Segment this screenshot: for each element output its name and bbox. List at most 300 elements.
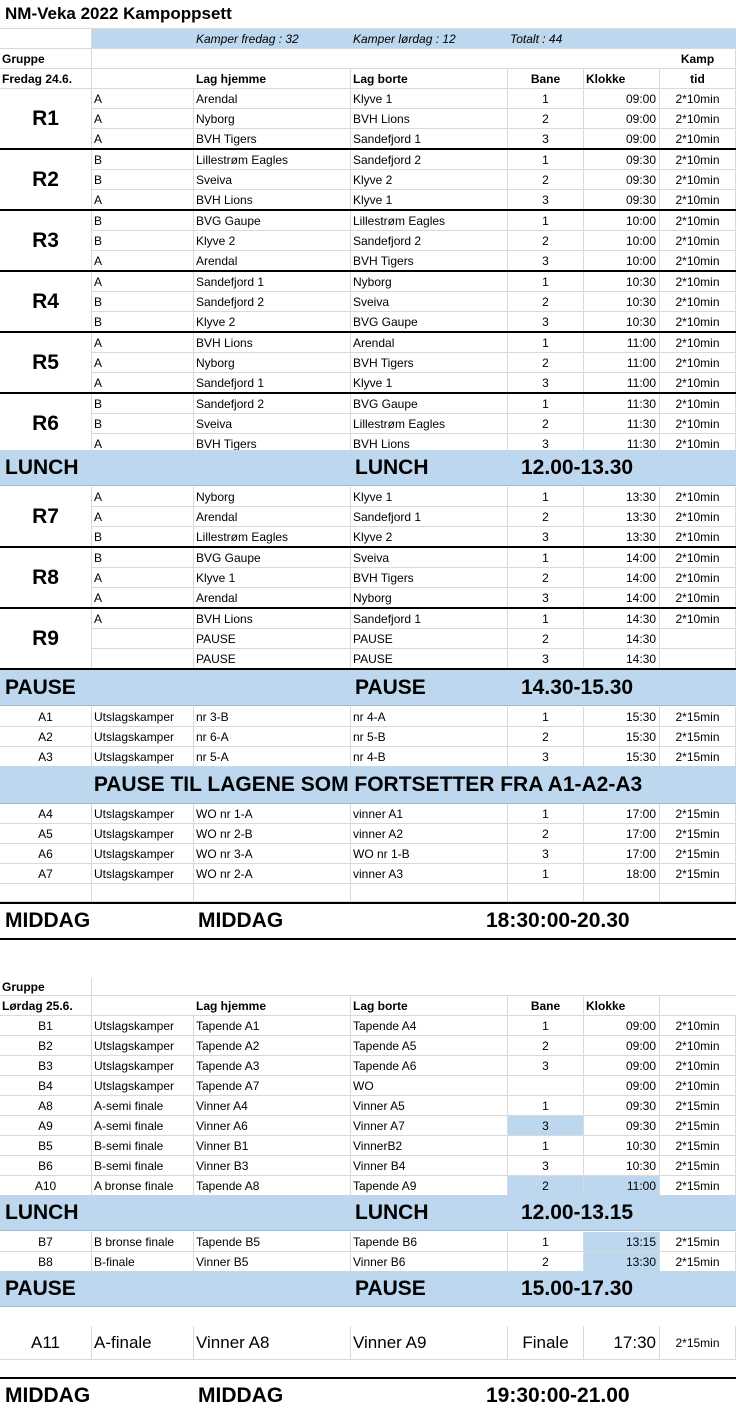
match-length-cell: 2*10min <box>660 89 736 108</box>
round-label: R6 <box>0 394 92 454</box>
match-id-cell: A1 <box>0 707 92 726</box>
home-team-cell: Lillestrøm Eagles <box>194 150 351 169</box>
match-length-cell: 2*10min <box>660 109 736 128</box>
time-cell: 14:30 <box>584 649 660 668</box>
match-row <box>0 804 736 824</box>
away-team-cell: Tapende A9 <box>351 1176 508 1195</box>
match-id-cell: A5 <box>0 824 92 843</box>
home-team-cell: Vinner B5 <box>194 1252 351 1271</box>
away-team-cell: Vinner A5 <box>351 1096 508 1115</box>
header-row-1 <box>0 49 736 69</box>
match-length-cell: 2*10min <box>660 312 736 331</box>
match-row <box>0 231 736 251</box>
away-team-cell: Sandefjord 1 <box>351 129 508 148</box>
match-length-cell: 2*10min <box>660 548 736 567</box>
header-gruppe: Gruppe <box>0 49 92 68</box>
match-length-cell: 2*15min <box>660 1116 736 1135</box>
match-row <box>0 292 736 312</box>
match-row <box>0 1232 736 1252</box>
away-team-cell: PAUSE <box>351 629 508 648</box>
pause-til-band: PAUSE TIL LAGENE SOM FORTSETTER FRA A1-A2-A3 <box>0 766 736 804</box>
match-row <box>0 629 736 649</box>
match-length-cell: 2*15min <box>660 707 736 726</box>
title-row <box>0 0 736 29</box>
home-team-cell: BVG Gaupe <box>194 211 351 230</box>
match-length-cell: 2*10min <box>660 231 736 250</box>
match-id-cell: A10 <box>0 1176 92 1195</box>
bane-cell: 2 <box>508 568 584 587</box>
match-id-cell: A7 <box>0 864 92 883</box>
header-tid: tid <box>660 69 736 88</box>
time-cell: 17:00 <box>584 844 660 863</box>
match-row <box>0 487 736 507</box>
away-team-cell: Klyve 1 <box>351 190 508 209</box>
stage-cell: Utslagskamper <box>92 804 194 823</box>
match-length-cell: 2*10min <box>660 588 736 607</box>
match-length-cell: 2*10min <box>660 487 736 506</box>
match-id-cell: A6 <box>0 844 92 863</box>
header-row-2 <box>0 69 736 89</box>
home-team-cell: Nyborg <box>194 487 351 506</box>
match-row <box>0 373 736 393</box>
match-length-cell: 2*15min <box>660 1176 736 1195</box>
bane-cell: 2 <box>508 727 584 746</box>
home-team-cell: Tapende B5 <box>194 1232 351 1251</box>
time-cell: 11:00 <box>584 333 660 352</box>
match-row <box>0 414 736 434</box>
time-cell: 10:30 <box>584 272 660 291</box>
time-cell: 10:00 <box>584 251 660 270</box>
match-row <box>0 1056 736 1076</box>
group-cell: A <box>92 190 194 209</box>
header-klokke: Klokke <box>584 69 660 88</box>
group-cell: A <box>92 568 194 587</box>
bane-cell: 1 <box>508 804 584 823</box>
match-id-cell: A9 <box>0 1116 92 1135</box>
match-row <box>0 333 736 353</box>
bane-cell: 1 <box>508 89 584 108</box>
away-team-cell: Tapende A4 <box>351 1016 508 1035</box>
group-cell <box>92 649 194 668</box>
header-kamp: Kamp <box>660 49 736 68</box>
bane-cell <box>508 1076 584 1095</box>
round-label: R8 <box>0 548 92 608</box>
bane-cell: 3 <box>508 588 584 607</box>
time-cell: 15:30 <box>584 727 660 746</box>
time-cell: 13:30 <box>584 487 660 506</box>
home-team-cell: Nyborg <box>194 353 351 372</box>
match-row <box>0 864 736 884</box>
away-team-cell: VinnerB2 <box>351 1136 508 1155</box>
bane-cell: 1 <box>508 211 584 230</box>
match-id-cell: A8 <box>0 1096 92 1115</box>
match-length-cell: 2*10min <box>660 190 736 209</box>
bane-cell: 2 <box>508 629 584 648</box>
match-length-cell: 2*10min <box>660 1036 736 1055</box>
match-length-cell: 2*10min <box>660 272 736 291</box>
match-row <box>0 1076 736 1096</box>
bane-cell: 2 <box>508 1176 584 1195</box>
group-cell: B <box>92 292 194 311</box>
group-cell: B <box>92 527 194 546</box>
group-cell: A <box>92 373 194 392</box>
away-team-cell: WO nr 1-B <box>351 844 508 863</box>
match-length-cell: 2*15min <box>660 844 736 863</box>
bane-cell: 3 <box>508 190 584 209</box>
match-row <box>0 1156 736 1176</box>
bane-cell: 1 <box>508 1016 584 1035</box>
match-row <box>0 649 736 669</box>
away-team-cell: vinner A2 <box>351 824 508 843</box>
away-team-cell: BVH Lions <box>351 434 508 453</box>
match-length-cell: 2*10min <box>660 1076 736 1095</box>
home-team-cell: WO nr 2-A <box>194 864 351 883</box>
group-cell: A <box>92 588 194 607</box>
group-cell: B <box>92 231 194 250</box>
time-cell: 14:30 <box>584 609 660 628</box>
bane-cell: 3 <box>508 373 584 392</box>
match-row <box>0 394 736 414</box>
stage-cell: A bronse finale <box>92 1176 194 1195</box>
time-cell: 17:00 <box>584 804 660 823</box>
match-length-cell: 2*15min <box>660 1252 736 1271</box>
away-team-cell: Sandefjord 2 <box>351 150 508 169</box>
round-label: R7 <box>0 487 92 547</box>
home-team-cell: Tapende A8 <box>194 1176 351 1195</box>
bane-cell: 3 <box>508 1116 584 1135</box>
match-row <box>0 109 736 129</box>
bane-cell: 2 <box>508 414 584 433</box>
away-team-cell: Vinner B4 <box>351 1156 508 1175</box>
home-team-cell: Arendal <box>194 507 351 526</box>
bane-cell: 2 <box>508 353 584 372</box>
away-team-cell: PAUSE <box>351 649 508 668</box>
match-row <box>0 150 736 170</box>
group-cell: B <box>92 394 194 413</box>
page-title: NM-Veka 2022 Kampoppsett <box>5 4 232 23</box>
stage-cell: Utslagskamper <box>92 844 194 863</box>
match-id-cell: B7 <box>0 1232 92 1251</box>
match-row <box>0 1252 736 1272</box>
bane-cell: 2 <box>508 824 584 843</box>
home-team-cell: BVH Tigers <box>194 434 351 453</box>
match-length-cell: 2*15min <box>660 1232 736 1251</box>
time-cell: 14:30 <box>584 629 660 648</box>
match-row <box>0 727 736 747</box>
round-label: R3 <box>0 211 92 271</box>
bane-cell: 1 <box>508 333 584 352</box>
match-length-cell: 2*10min <box>660 373 736 392</box>
away-team-cell: BVH Tigers <box>351 251 508 270</box>
bane-cell: 3 <box>508 312 584 331</box>
home-team-cell: BVH Tigers <box>194 129 351 148</box>
away-team-cell: nr 4-B <box>351 747 508 766</box>
round-label: R1 <box>0 89 92 149</box>
round-label: R9 <box>0 609 92 669</box>
time-cell: 17:00 <box>584 824 660 843</box>
home-team-cell: Lillestrøm Eagles <box>194 527 351 546</box>
match-row <box>0 129 736 149</box>
home-team-cell: Klyve 2 <box>194 312 351 331</box>
away-team-cell: BVH Tigers <box>351 353 508 372</box>
stage-cell: B bronse finale <box>92 1232 194 1251</box>
bane-cell: 2 <box>508 292 584 311</box>
away-team-cell: Klyve 1 <box>351 373 508 392</box>
time-cell: 10:00 <box>584 231 660 250</box>
time-cell: 09:30 <box>584 190 660 209</box>
match-length-cell: 2*15min <box>660 1156 736 1175</box>
match-length-cell: 2*15min <box>660 804 736 823</box>
time-cell: 09:30 <box>584 170 660 189</box>
time-cell: 11:00 <box>584 353 660 372</box>
round-label: R2 <box>0 150 92 210</box>
header-gruppe-lordag: Gruppe <box>0 978 92 995</box>
match-row <box>0 353 736 373</box>
bane-cell: 3 <box>508 1056 584 1075</box>
home-team-cell: Tapende A1 <box>194 1016 351 1035</box>
bane-cell: 3 <box>508 649 584 668</box>
away-team-cell: Tapende A5 <box>351 1036 508 1055</box>
match-id-cell: B2 <box>0 1036 92 1055</box>
time-cell: 09:00 <box>584 1016 660 1035</box>
match-id-cell: B3 <box>0 1056 92 1075</box>
match-id-cell: A3 <box>0 747 92 766</box>
bane-cell: 2 <box>508 1252 584 1271</box>
away-team-cell: BVH Lions <box>351 109 508 128</box>
match-row <box>0 507 736 527</box>
away-team-cell: Tapende B6 <box>351 1232 508 1251</box>
match-length-cell: 2*10min <box>660 394 736 413</box>
away-team-cell: Lillestrøm Eagles <box>351 414 508 433</box>
away-team-cell: nr 5-B <box>351 727 508 746</box>
match-id-cell: B6 <box>0 1156 92 1175</box>
time-cell: 11:00 <box>584 1176 660 1195</box>
match-length-cell <box>660 629 736 648</box>
home-team-cell: Vinner A4 <box>194 1096 351 1115</box>
match-length-cell: 2*10min <box>660 1016 736 1035</box>
match-length-cell: 2*10min <box>660 170 736 189</box>
match-row <box>0 1016 736 1036</box>
bane-cell: 1 <box>508 272 584 291</box>
summary-lordag: Kamper lørdag : 12 <box>353 31 456 46</box>
header-date-fredag: Fredag 24.6. <box>0 69 92 88</box>
stage-cell: B-finale <box>92 1252 194 1271</box>
time-cell: 13:30 <box>584 1252 660 1271</box>
time-cell: 09:00 <box>584 1076 660 1095</box>
bane-cell: 3 <box>508 844 584 863</box>
spacer-row <box>0 884 736 902</box>
stage-cell: Utslagskamper <box>92 1076 194 1095</box>
home-team-cell: Klyve 1 <box>194 568 351 587</box>
home-team-cell: Klyve 2 <box>194 231 351 250</box>
bane-cell: 2 <box>508 507 584 526</box>
home-team-cell: WO nr 2-B <box>194 824 351 843</box>
group-cell: A <box>92 272 194 291</box>
pause-band-1: PAUSE PAUSE 14.30-15.30 <box>0 670 736 706</box>
match-length-cell: 2*10min <box>660 333 736 352</box>
time-cell: 09:00 <box>584 1056 660 1075</box>
time-cell: 09:00 <box>584 1036 660 1055</box>
home-team-cell: Arendal <box>194 588 351 607</box>
header-row-3 <box>0 978 736 996</box>
away-team-cell: Klyve 2 <box>351 170 508 189</box>
bane-cell: 3 <box>508 434 584 453</box>
time-cell: 11:30 <box>584 414 660 433</box>
match-length-cell: 2*15min <box>660 824 736 843</box>
match-length-cell: 2*10min <box>660 527 736 546</box>
match-row <box>0 89 736 109</box>
time-cell: 09:30 <box>584 150 660 169</box>
match-length-cell: 2*10min <box>660 434 736 453</box>
summary-fredag: Kamper fredag : 32 <box>196 31 299 46</box>
home-team-cell: BVG Gaupe <box>194 548 351 567</box>
lunch-band-1: LUNCH LUNCH 12.00-13.30 <box>0 450 736 486</box>
away-team-cell: Tapende A6 <box>351 1056 508 1075</box>
stage-cell: A-semi finale <box>92 1116 194 1135</box>
match-length-cell: 2*10min <box>660 211 736 230</box>
stage-cell: Utslagskamper <box>92 1016 194 1035</box>
group-cell: A <box>92 487 194 506</box>
bane-cell: 1 <box>508 1096 584 1115</box>
home-team-cell: Nyborg <box>194 109 351 128</box>
match-row <box>0 190 736 210</box>
pause-band-2: PAUSE PAUSE 15.00-17.30 <box>0 1271 736 1307</box>
header-home: Lag hjemme <box>194 69 351 88</box>
round-label: R5 <box>0 333 92 393</box>
middag-band-2: MIDDAG MIDDAG 19:30:00-21.00 <box>0 1377 736 1413</box>
match-row <box>0 747 736 767</box>
time-cell: 15:30 <box>584 707 660 726</box>
header-away: Lag borte <box>351 69 508 88</box>
match-length-cell: 2*10min <box>660 507 736 526</box>
match-length-cell: 2*15min <box>660 727 736 746</box>
time-cell: 13:30 <box>584 507 660 526</box>
match-row <box>0 251 736 271</box>
match-row <box>0 588 736 608</box>
home-team-cell: nr 3-B <box>194 707 351 726</box>
time-cell: 10:30 <box>584 1156 660 1175</box>
away-team-cell: BVH Tigers <box>351 568 508 587</box>
time-cell: 10:00 <box>584 211 660 230</box>
home-team-cell: Tapende A3 <box>194 1056 351 1075</box>
home-team-cell: Tapende A2 <box>194 1036 351 1055</box>
home-team-cell: Sveiva <box>194 414 351 433</box>
match-row <box>0 1036 736 1056</box>
match-length-cell: 2*10min <box>660 292 736 311</box>
match-row <box>0 1136 736 1156</box>
home-team-cell: Vinner B1 <box>194 1136 351 1155</box>
group-cell: B <box>92 548 194 567</box>
match-id-cell: B8 <box>0 1252 92 1271</box>
match-row <box>0 1116 736 1136</box>
bane-cell: 3 <box>508 527 584 546</box>
group-cell: B <box>92 150 194 169</box>
stage-cell: Utslagskamper <box>92 707 194 726</box>
away-team-cell: Vinner B6 <box>351 1252 508 1271</box>
match-length-cell: 2*10min <box>660 1056 736 1075</box>
home-team-cell: BVH Lions <box>194 333 351 352</box>
match-length-cell: 2*10min <box>660 353 736 372</box>
group-cell: A <box>92 609 194 628</box>
bane-cell: 3 <box>508 747 584 766</box>
time-cell: 10:30 <box>584 312 660 331</box>
match-row <box>0 707 736 727</box>
time-cell: 09:00 <box>584 109 660 128</box>
group-cell: A <box>92 507 194 526</box>
time-cell: 18:00 <box>584 864 660 883</box>
match-id-cell: B5 <box>0 1136 92 1155</box>
home-team-cell: Vinner A6 <box>194 1116 351 1135</box>
away-team-cell: Nyborg <box>351 588 508 607</box>
away-team-cell: nr 4-A <box>351 707 508 726</box>
group-cell: A <box>92 89 194 108</box>
match-row <box>0 272 736 292</box>
stage-cell: A-semi finale <box>92 1096 194 1115</box>
away-team-cell: Arendal <box>351 333 508 352</box>
bane-cell: 1 <box>508 548 584 567</box>
match-id-cell: A2 <box>0 727 92 746</box>
home-team-cell: Vinner B3 <box>194 1156 351 1175</box>
home-team-cell: Arendal <box>194 251 351 270</box>
stage-cell: B-semi finale <box>92 1156 194 1175</box>
group-cell <box>92 629 194 648</box>
home-team-cell: nr 5-A <box>194 747 351 766</box>
round-label: R4 <box>0 272 92 332</box>
match-length-cell: 2*15min <box>660 1136 736 1155</box>
bane-cell: 1 <box>508 707 584 726</box>
time-cell: 13:15 <box>584 1232 660 1251</box>
bane-cell: 2 <box>508 109 584 128</box>
match-row <box>0 527 736 547</box>
group-cell: A <box>92 109 194 128</box>
stage-cell: Utslagskamper <box>92 747 194 766</box>
bane-cell: 2 <box>508 231 584 250</box>
home-team-cell: Sandefjord 1 <box>194 373 351 392</box>
bane-cell: 1 <box>508 394 584 413</box>
time-cell: 10:30 <box>584 292 660 311</box>
match-id-cell: B1 <box>0 1016 92 1035</box>
match-length-cell <box>660 649 736 668</box>
away-team-cell: Vinner A7 <box>351 1116 508 1135</box>
home-team-cell: PAUSE <box>194 649 351 668</box>
time-cell: 11:30 <box>584 434 660 453</box>
match-row <box>0 211 736 231</box>
header-row-4: Lørdag 25.6. Lag hjemme Lag borte Bane Klokke <box>0 996 736 1016</box>
match-id-cell: B4 <box>0 1076 92 1095</box>
final-row: A11 A-finale Vinner A8 Vinner A9 Finale 17:30 2*15min <box>0 1326 736 1360</box>
time-cell: 09:30 <box>584 1116 660 1135</box>
away-team-cell: Klyve 1 <box>351 487 508 506</box>
stage-cell: B-semi finale <box>92 1136 194 1155</box>
time-cell: 14:00 <box>584 548 660 567</box>
away-team-cell: Sveiva <box>351 548 508 567</box>
match-id-cell: A4 <box>0 804 92 823</box>
match-length-cell: 2*10min <box>660 150 736 169</box>
away-team-cell: Sveiva <box>351 292 508 311</box>
home-team-cell: Arendal <box>194 89 351 108</box>
middag-band-1: MIDDAG MIDDAG 18:30:00-20.30 <box>0 902 736 940</box>
away-team-cell: Nyborg <box>351 272 508 291</box>
match-length-cell: 2*15min <box>660 1096 736 1115</box>
home-team-cell: WO nr 1-A <box>194 804 351 823</box>
match-length-cell: 2*10min <box>660 414 736 433</box>
away-team-cell: Sandefjord 2 <box>351 231 508 250</box>
bane-cell: 3 <box>508 1156 584 1175</box>
match-row <box>0 1096 736 1116</box>
match-length-cell: 2*15min <box>660 864 736 883</box>
match-row <box>0 609 736 629</box>
away-team-cell: Klyve 2 <box>351 527 508 546</box>
